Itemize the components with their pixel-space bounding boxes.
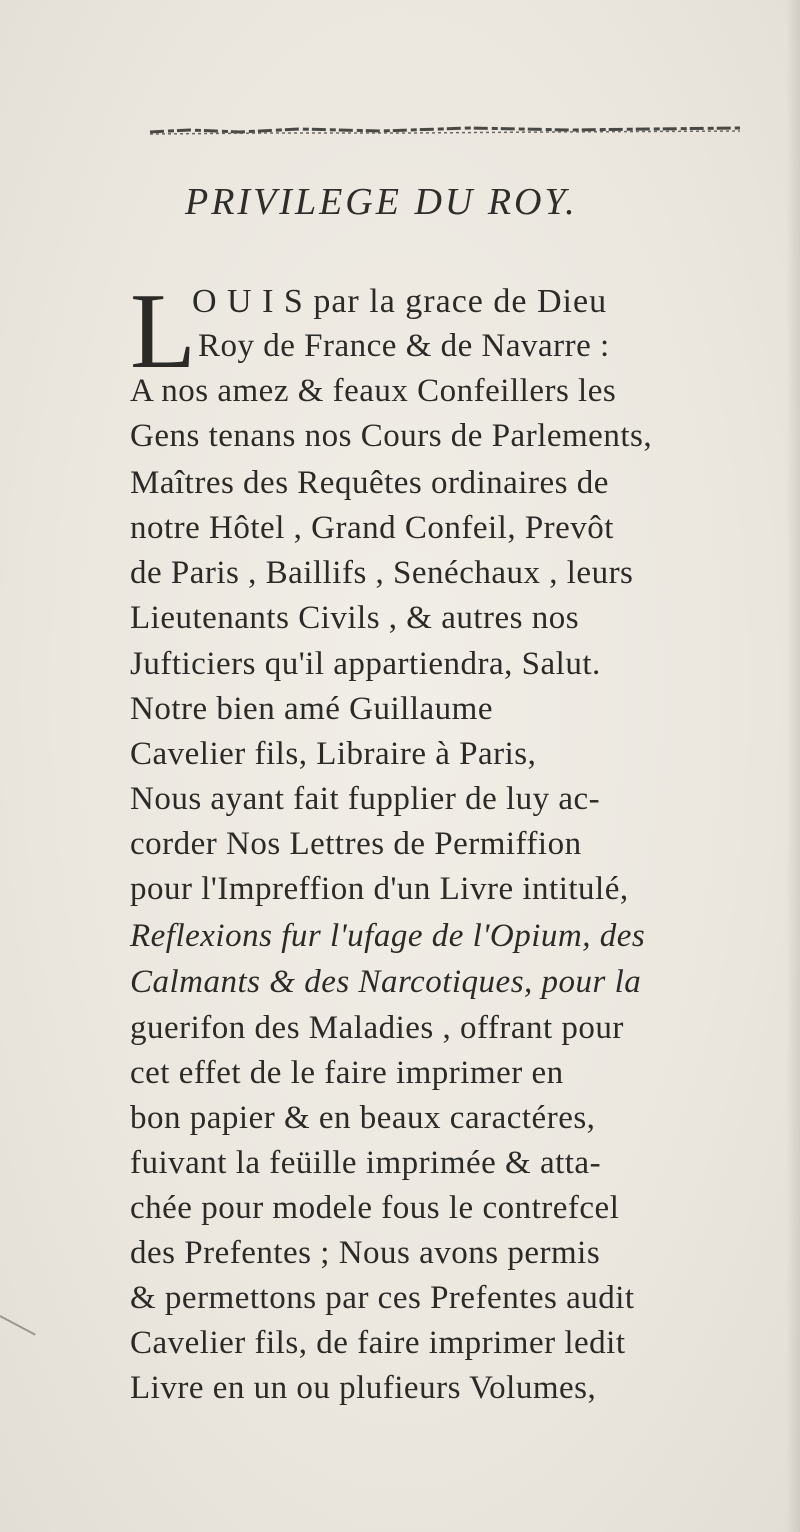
- text-line: Notre bien amé Guillaume: [130, 691, 493, 727]
- page-title: PRIVILEGE DU ROY.: [185, 181, 578, 223]
- text-line: Lieutenants Civils , & autres nos: [130, 600, 580, 636]
- text-line: & permettons par ces Prefentes audit: [130, 1280, 635, 1316]
- text-line: des Prefentes ; Nous avons permis: [130, 1235, 601, 1271]
- drop-capital: L: [130, 272, 196, 391]
- text-line: de Paris , Baillifs , Senéchaux , leurs: [130, 555, 634, 591]
- text-line-first: O U I S par la grace de Dieu: [192, 283, 608, 320]
- text-line: Gens tenans nos Cours de Parlements,: [130, 418, 653, 454]
- text-line: Nous ayant fait fupplier de luy ac-: [130, 781, 601, 817]
- text-line: bon papier & en beaux caractéres,: [130, 1100, 596, 1136]
- text-line: chée pour modele fous le contrefcel: [130, 1190, 620, 1226]
- page-mark: [0, 1315, 36, 1336]
- text-line-italic: Calmants & des Narcotiques, pour la: [130, 964, 642, 1000]
- text-line: Cavelier fils, Libraire à Paris,: [130, 736, 537, 772]
- text-line: A nos amez & feaux Confeillers les: [130, 373, 617, 409]
- page-edge-shadow: [786, 0, 800, 1532]
- text-line: fuivant la feüille imprimée & atta-: [130, 1145, 602, 1181]
- text-line: corder Nos Lettres de Permiffion: [130, 826, 582, 862]
- text-line: Jufticiers qu'il appartiendra, Salut.: [130, 646, 601, 682]
- text-line: guerifon des Maladies , offrant pour: [130, 1010, 624, 1046]
- text-line: Cavelier fils, de faire imprimer ledit: [130, 1325, 626, 1361]
- text-line-italic: Reflexions fur l'ufage de l'Opium, des: [130, 918, 646, 954]
- text-line: Maîtres des Requêtes ordinaires de: [130, 465, 609, 501]
- text-line: notre Hôtel , Grand Confeil, Prevôt: [130, 510, 614, 546]
- text-line: Livre en un ou plufieurs Volumes,: [130, 1370, 597, 1406]
- text-line: pour l'Impreffion d'un Livre intitulé,: [130, 871, 629, 907]
- header-ornament-rule: [150, 124, 740, 136]
- text-line: cet effet de le faire imprimer en: [130, 1055, 564, 1091]
- text-line: Roy de France & de Navarre :: [198, 328, 610, 364]
